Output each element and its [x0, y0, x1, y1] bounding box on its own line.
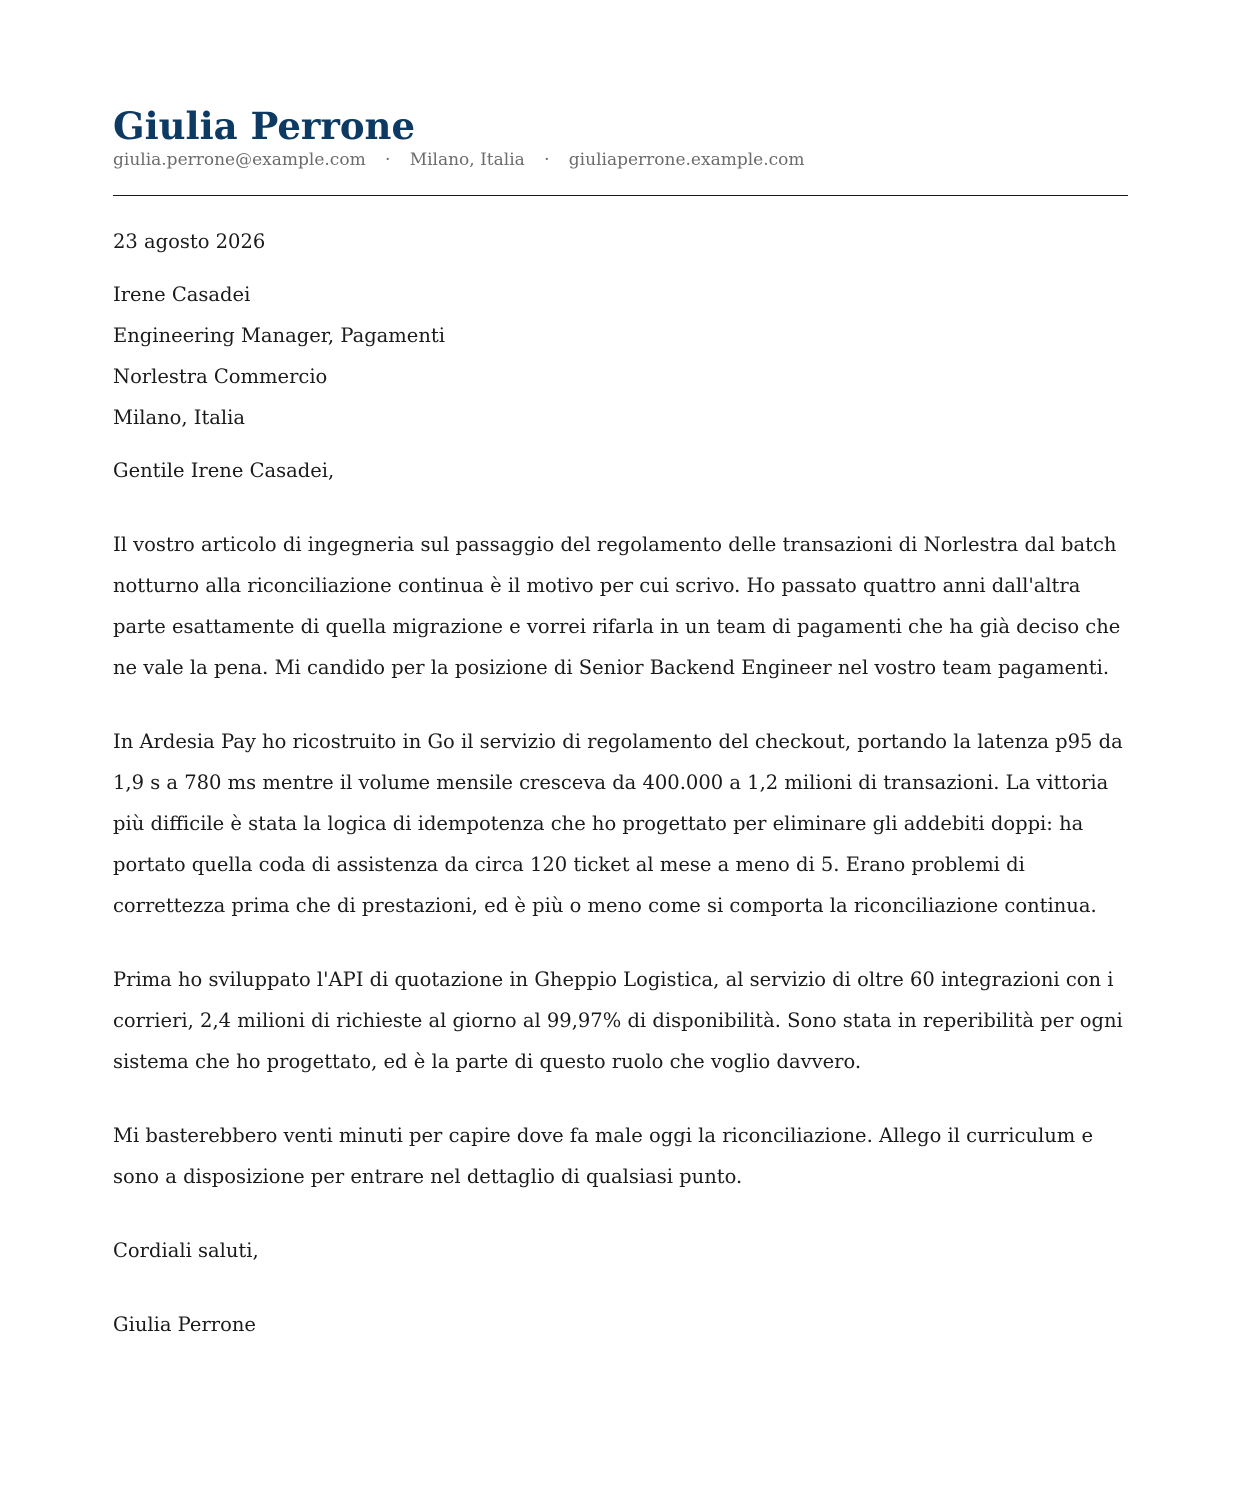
- paragraph-closing: Mi basterebbero venti minuti per capire dove fa male oggi la riconciliazione. Allego il curriculum e sono a disposizione per entrare nel dettaglio di qualsiasi punto.: [113, 1124, 1094, 1188]
- sender-website: giuliaperrone.example.com: [568, 150, 805, 170]
- sender-location: Milano, Italia: [409, 150, 525, 170]
- recipient-name: Irene Casadei: [113, 283, 251, 306]
- sender-email: giulia.perrone@example.com: [113, 150, 366, 170]
- letter-date: 23 agosto 2026: [113, 230, 266, 253]
- salutation: Gentile Irene Casadei,: [113, 459, 335, 482]
- paragraph-previous-role: Prima ho sviluppato l'API di quotazione in Gheppio Logistica, al servizio di oltre 60 integrazioni con i corrieri, 2,4 milioni di richieste al giorno al 99,97% di disponibilità. Sono stata in reperibilità per ogni sistema che ho progettato, ed è la parte di questo ruolo che voglio davvero.: [113, 968, 1123, 1073]
- letter-header: [113, 0, 1128, 196]
- recipient-company: Norlestra Commercio: [113, 365, 328, 388]
- paragraph-intro: Il vostro articolo di ingegneria sul passaggio del regolamento delle transazioni di Norlestra dal batch notturno alla riconciliazione continua è il motivo per cui scrivo. Ho passato quattro anni dall'altra parte esattamente di quella migrazione e vorrei rifarla in un team di pagamenti che ha già deciso che ne vale la pena. Mi candido per la posizione di Senior Backend Engineer nel vostro team pagamenti.: [113, 533, 1121, 679]
- recipient-block: [113, 274, 1128, 438]
- contact-separator: ·: [544, 150, 550, 170]
- contact-line: [113, 148, 1128, 172]
- paragraph-experience: In Ardesia Pay ho ricostruito in Go il servizio di regolamento del checkout, portando la latenza p95 da 1,9 s a 780 ms mentre il volume mensile cresceva da 400.000 a 1,2 milioni di transazioni. La vittoria più difficile è stata la logica di idempotenza che ho progettato per eliminare gli addebiti doppi: ha portato quella coda di assistenza da circa 120 ticket al mese a meno di 5. Erano problemi di correttezza prima che di prestazioni, ed è più o meno come si comporta la riconciliazione continua.: [113, 730, 1123, 917]
- letter-body: [113, 221, 1128, 1345]
- recipient-title: Engineering Manager, Pagamenti: [113, 324, 445, 347]
- signature-name: Giulia Perrone: [113, 1313, 256, 1336]
- closing-phrase: Cordiali saluti,: [113, 1239, 259, 1262]
- contact-separator: ·: [384, 150, 391, 170]
- header-divider: [113, 195, 1128, 196]
- sender-name: Giulia Perrone: [113, 104, 415, 148]
- recipient-city: Milano, Italia: [113, 406, 246, 429]
